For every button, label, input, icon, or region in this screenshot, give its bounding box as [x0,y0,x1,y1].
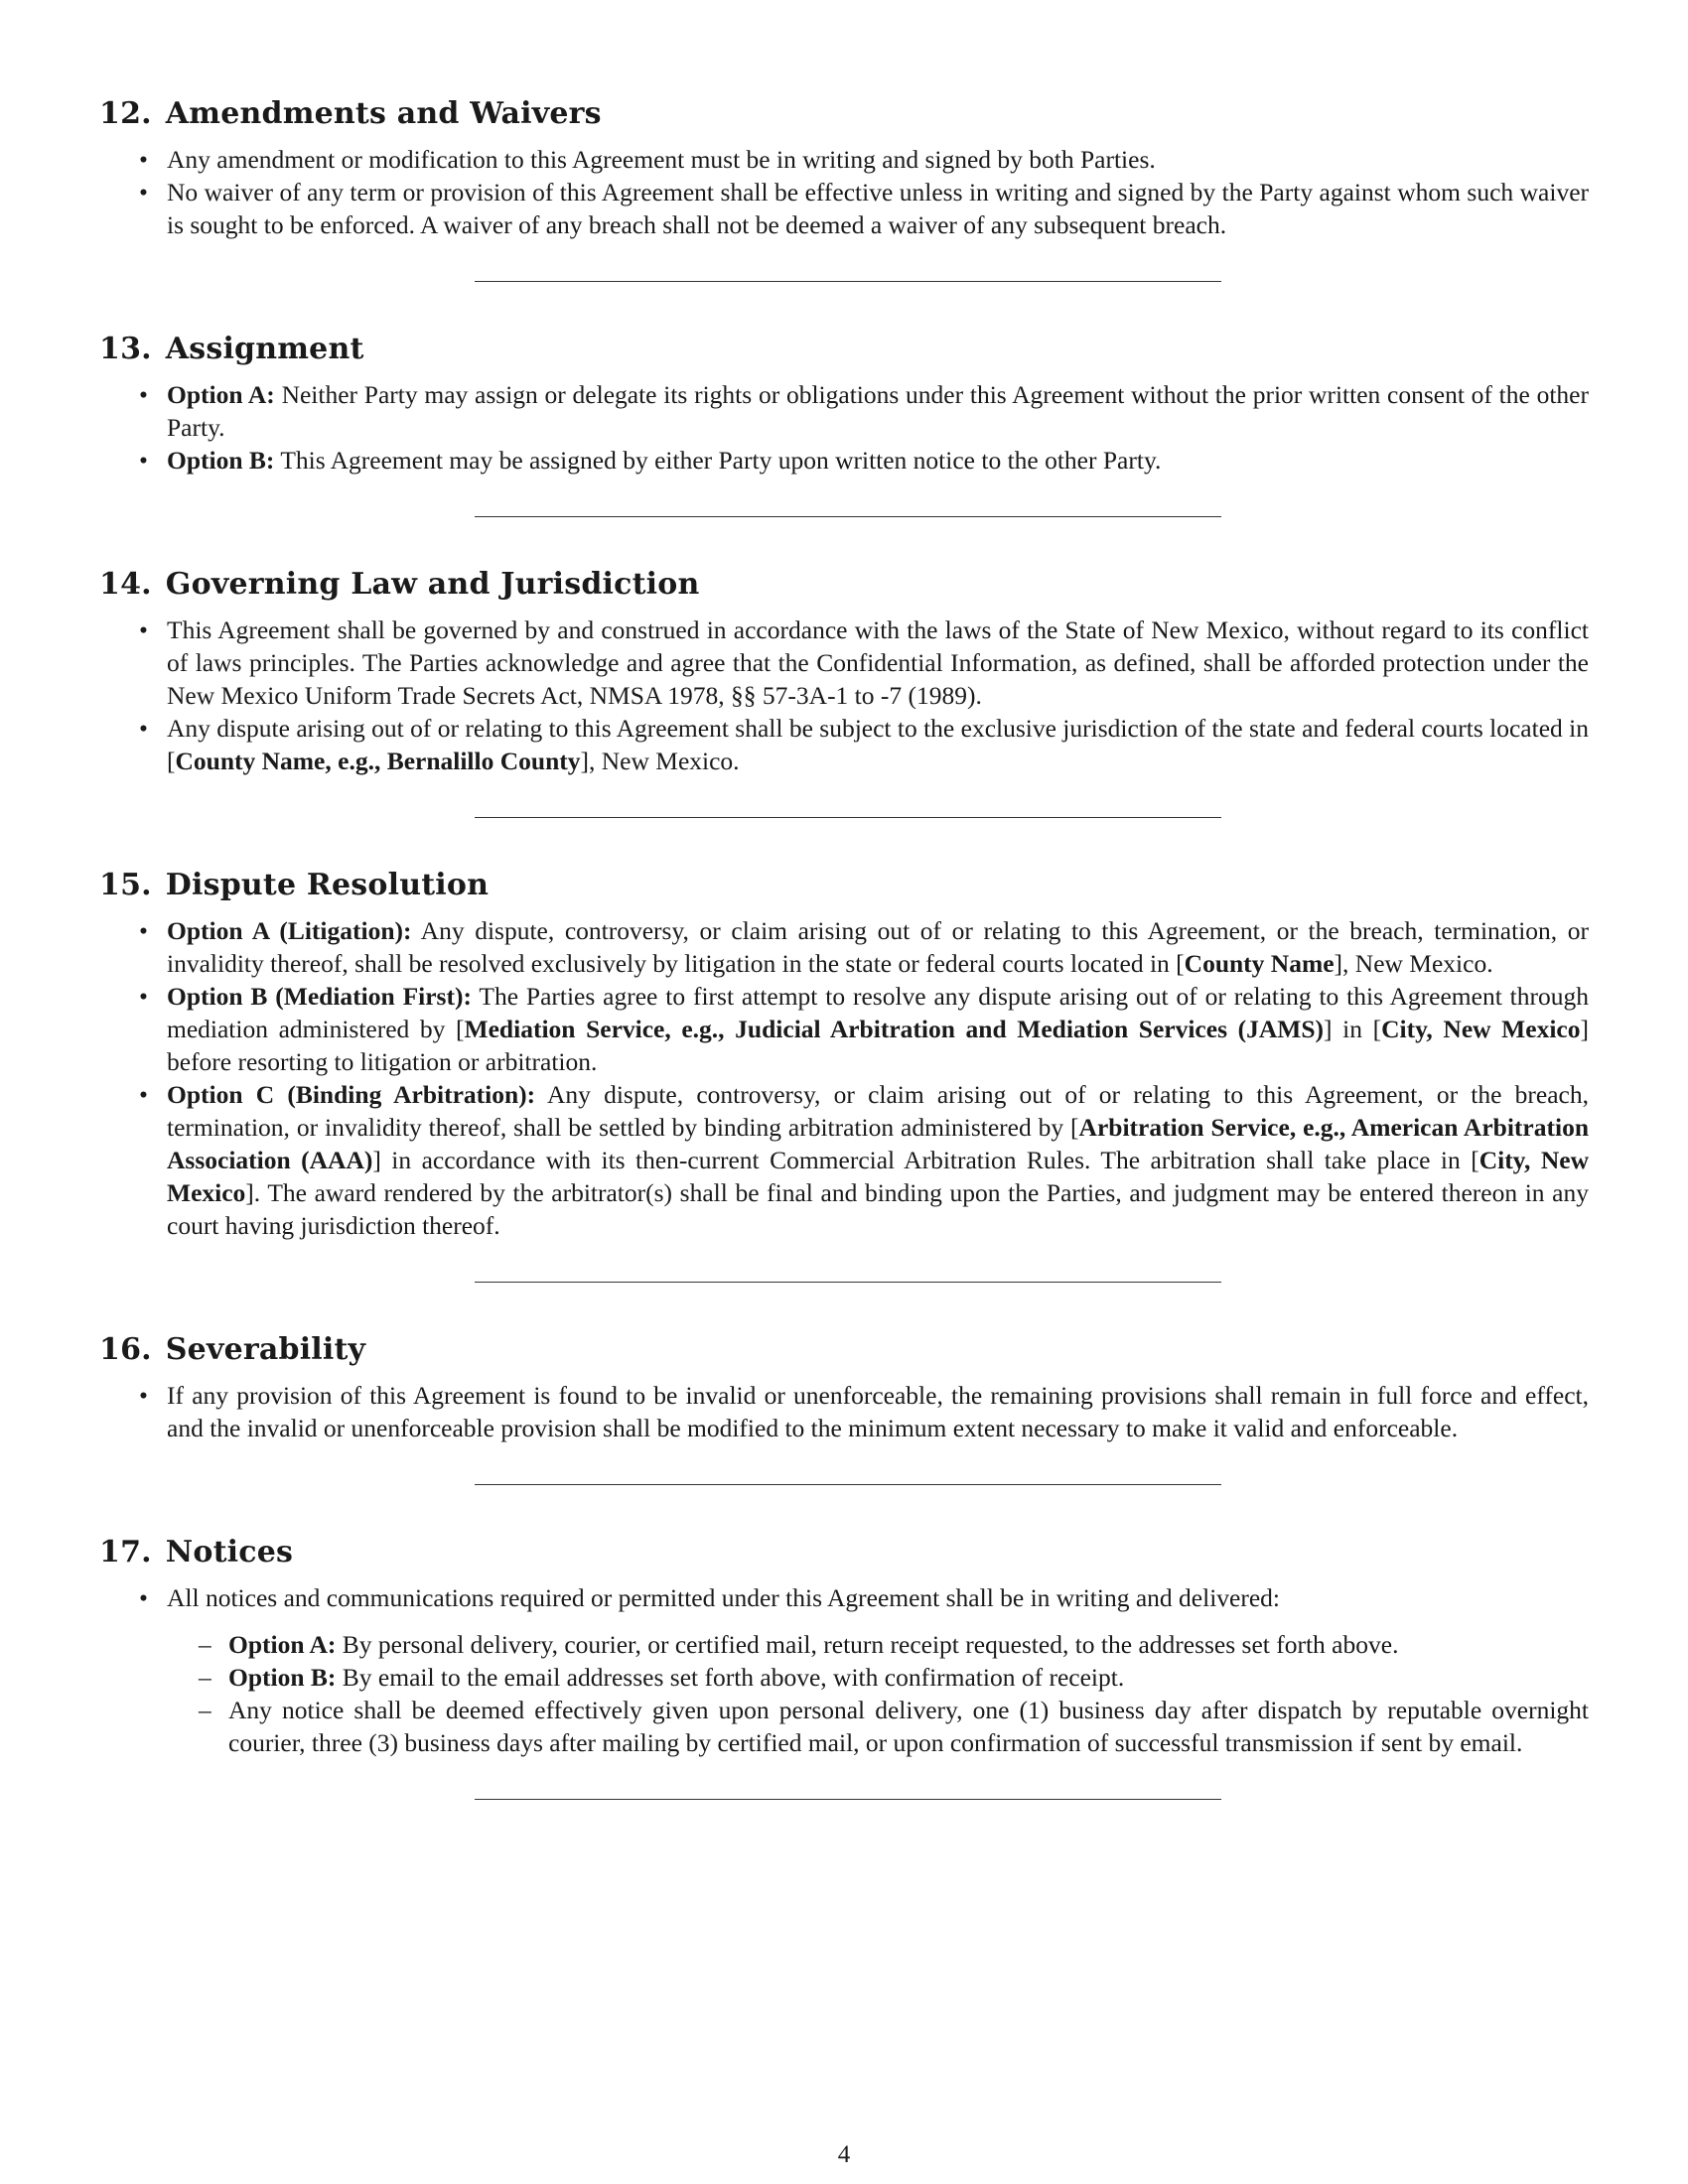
item-text: ], New Mexico. [580,747,740,775]
section-heading [99,866,1589,905]
bullet-list [99,614,1589,777]
section-assignment [99,330,1589,477]
bullet-item: • If any provision of this Agreement is found to be invalid or unenforceable, the remaining provisions shall remain in full force and effect, and the invalid or unenforceable provision shall be modified to the minimum extent necessary to make it valid and enforceable. [167,1379,1589,1444]
section-title: Dispute Resolution [165,868,490,902]
section-title: Amendments and Waivers [165,96,602,131]
option-label: Option A: [167,380,275,409]
item-text: ] in accordance with its then-current Commercial Arbitration Rules. The arbitration shall take place in [ [372,1146,1479,1174]
section-heading [99,1330,1589,1370]
section-heading [99,94,1589,134]
bullet-item: • This Agreement shall be governed by and construed in accordance with the laws of the State of New Mexico, without regard to its conflict of laws principles. The Parties acknowledge and agree that the Confidential Information, as defined, shall be afforded protection under the New Mexico Uniform Trade Secrets Act, NMSA 1978, §§ 57-3A-1 to -7 (1989). [167,614,1589,712]
item-text: By email to the email addresses set forth above, with confirmation of receipt. [336,1663,1125,1692]
item-text: By personal delivery, courier, or certified mail, return receipt requested, to the addresses set forth above. [336,1630,1399,1659]
sub-item [228,1694,1589,1759]
item-text: All notices and communications required or permitted under this Agreement shall be in writing and delivered: [167,1583,1280,1612]
section-title: Governing Law and Jurisdiction [165,567,700,602]
section-number: 17. [99,1535,152,1570]
bullet-item [167,712,1589,777]
item-text: Any dispute, controversy, or claim arising out of or relating to this Agreement, or the breach, termination, or invalidity thereof, shall be settled by binding arbitration administered by [ [167,1080,1589,1142]
placeholder-text: County Name [1184,949,1335,978]
option-label: Option A: [228,1630,337,1659]
section-dispute-resolution [99,866,1589,1242]
option-label: Option B: [228,1663,337,1692]
option-text: This Agreement may be assigned by either Party upon written notice to the other Party. [280,446,1162,475]
bullet-list [99,1379,1589,1444]
option-label: Option A (Litigation): [167,916,412,945]
bullet-item [167,1581,1589,1759]
item-text: ], New Mexico. [1334,949,1493,978]
section-amendments-and-waivers [99,94,1589,241]
placeholder-text: City, New Mexico [167,1146,1589,1207]
option-label: Option C (Binding Arbitration): [167,1080,536,1109]
section-divider [475,1799,1221,1800]
item-text: Any notice shall be deemed effectively given upon personal delivery, one (1) business day after dispatch by reputable overnight courier, three (3) business days after mailing by certified mail, or upon confirmation of successful transmission if sent by email. [228,1696,1589,1757]
sub-item [228,1661,1589,1694]
section-number: 15. [99,868,152,902]
item-text: ] before resorting to litigation or arbitration. [167,1015,1589,1076]
bullet-item [167,980,1589,1078]
section-number: 13. [99,332,152,366]
bullet-list [99,143,1589,241]
option-label: Option B (Mediation First): [167,982,472,1011]
placeholder-text: Arbitration Service, e.g., American Arbitration Association (AAA) [167,1113,1589,1174]
item-text: Any dispute, controversy, or claim arising out of or relating to this Agreement, or the breach, termination, or invalidity thereof, shall be resolved exclusively by litigation in the state or federal courts located in [ [167,916,1589,978]
item-text: The Parties agree to first attempt to resolve any dispute arising out of or relating to this Agreement through mediation administered by [ [167,982,1589,1043]
item-text: ] in [ [1324,1015,1382,1043]
placeholder-text: Mediation Service, e.g., Judicial Arbitration and Mediation Services (JAMS) [464,1015,1325,1043]
bullet-item [167,378,1589,444]
placeholder-text: City, New Mexico [1381,1015,1581,1043]
section-heading [99,330,1589,369]
section-governing-law [99,565,1589,777]
section-severability [99,1330,1589,1444]
section-title: Severability [165,1332,366,1367]
bullet-item: • Any amendment or modification to this Agreement must be in writing and signed by both Parties. [167,143,1589,176]
bullet-item [167,444,1589,477]
section-number: 16. [99,1332,152,1367]
bullet-list [99,1581,1589,1759]
sub-item [228,1628,1589,1661]
section-heading [99,1533,1589,1572]
item-text: ]. The award rendered by the arbitrator(s) shall be final and binding upon the Parties, and judgment may be entered thereon in any court having jurisdiction thereof. [167,1178,1589,1240]
section-number: 12. [99,96,152,131]
section-notices [99,1533,1589,1759]
bullet-item [167,914,1589,980]
section-heading [99,565,1589,605]
item-text: Any dispute arising out of or relating to this Agreement shall be subject to the exclusive jurisdiction of the state and federal courts located in [ [167,714,1589,775]
bullet-list [99,378,1589,477]
document-page [99,94,1589,1800]
placeholder-text: County Name, e.g., Bernalillo County [175,747,581,775]
page-number: 4 [837,2141,851,2168]
sub-list [167,1628,1589,1759]
bullet-list [99,914,1589,1242]
section-title: Notices [165,1535,294,1570]
section-title: Assignment [165,332,364,366]
option-label: Option B: [167,446,275,475]
bullet-item [167,1078,1589,1242]
section-number: 14. [99,567,152,602]
option-text: Neither Party may assign or delegate its rights or obligations under this Agreement without the prior written consent of the other Party. [167,380,1589,442]
bullet-item: • No waiver of any term or provision of this Agreement shall be effective unless in writing and signed by the Party against whom such waiver is sought to be enforced. A waiver of any breach shall not be deemed a waiver of any subsequent breach. [167,176,1589,241]
